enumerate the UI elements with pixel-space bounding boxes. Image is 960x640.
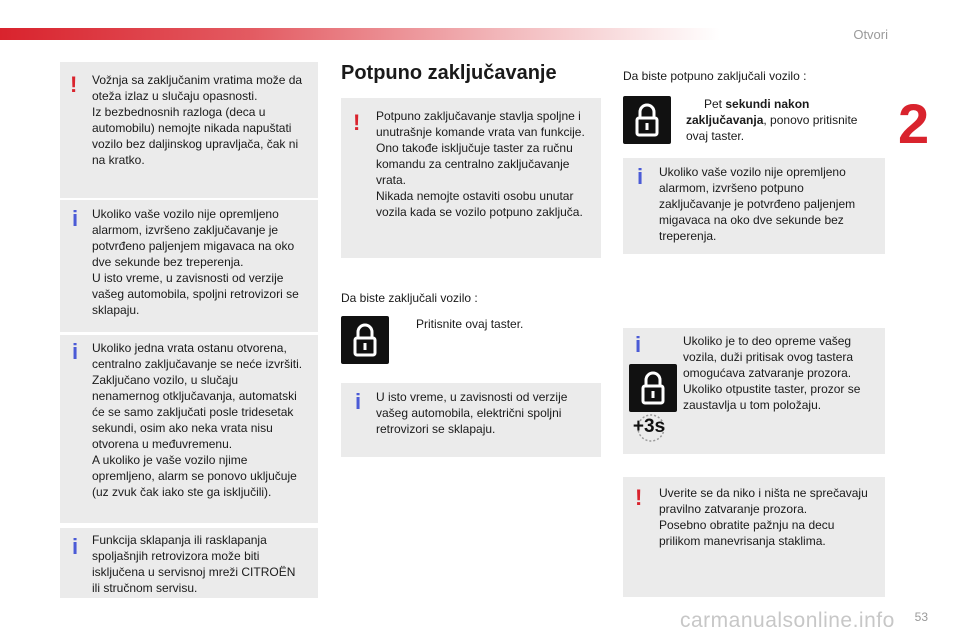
timer-badge (627, 412, 671, 444)
lock-button-tile (341, 316, 389, 364)
section-title: Otvori (853, 27, 888, 42)
warning-text: Potpuno zaključavanje stavlja spoljne i unutrašnje komande vrata van funkcije. Ono takođe isključuje taster za ručnu komandu za centralno zaključavanje vrata. Nikada nemojte ostaviti osobu unutar vozila kada se vozilo potpuno zaključa. (376, 109, 585, 219)
info-box-door-open (60, 335, 318, 523)
info-box-electric-mirrors (341, 383, 601, 457)
warning-text: Uverite se da niko i ništa ne sprečavaju pravilno zatvaranje prozora. Posebno obratite pažnju na decu prilikom manevrisanja staklima. (659, 486, 868, 548)
info-box-mirrors (60, 528, 318, 598)
warning-text: Vožnja sa zaključanim vratima može da otežа izlaz u slučaju opasnosti. Iz bezbednosnih razloga (deca u automobilu) nemojte nikada napuštati vozilo bez daljinskog upravljača, čak ni na kratko. (92, 73, 303, 167)
info-icon: i (72, 206, 79, 231)
info-box-alarm (60, 200, 318, 332)
info-icon: i (637, 164, 644, 189)
info-text: Ukoliko je to deo opreme vašeg vozila, duži pritisak ovog tastera omogućava zatvaranje prozora. Ukoliko otpustite taster, prozor se zaustavlja u tom položaju. (683, 334, 861, 412)
lock-step-text: Pritisnite ovaj taster. (416, 317, 524, 331)
hold-duration-label: +3s (632, 416, 666, 437)
info-icon: i (72, 339, 79, 364)
deadlock-button-tile (623, 96, 671, 144)
page-number: 53 (914, 610, 928, 624)
padlock-icon (623, 96, 671, 144)
info-text: Funkcija sklapanja ili rasklapanja spoljašnjih retrovizora može biti isključena u servisnoj mreži CITROËN ili stručnom servisu. (92, 533, 296, 595)
info-text: U isto vreme, u zavisnosti od verzije vašeg automobila, električni spoljni retrovizori se sklapaju. (376, 390, 568, 436)
header-accent-bar (0, 28, 720, 40)
deadlock-intro: Da biste potpuno zaključali vozilo : (623, 69, 807, 83)
warning-icon: ! (70, 72, 78, 97)
warning-box-exit (60, 62, 318, 198)
page-title: Potpuno zaključavanje (341, 62, 557, 84)
lock-step (398, 316, 523, 332)
lock-intro: Da biste zaključali vozilo : (341, 291, 478, 305)
info-text: Ukoliko jedna vrata ostanu otvorena, centralno zaključavanje se neće izvršiti. Zaključano vozilo, u slučaju nenamernog otključavanja, automatski će se samo zaključati posle tridesetak sekundi, osim ako neka vrata nisu otvorena u međuvremenu. A ukoliko je vaše vozilo njime opremljeno, alarm se ponovo uključuje (uz zvuk čak iako ste ga isključili). (92, 341, 303, 499)
chapter-number: 2 (898, 92, 930, 155)
info-box-deadlock-alarm (623, 158, 885, 254)
info-icon: i (635, 332, 642, 357)
window-button-tile (629, 364, 677, 412)
warning-box-windows (623, 477, 885, 597)
info-icon: i (72, 534, 79, 559)
info-text: Ukoliko vaše vozilo nije opremljeno alarmom, izvršeno potpuno zaključavanje je potvrđeno paljenjem migavaca na oko dve sekunde bez treperenja. (659, 165, 856, 243)
padlock-icon (341, 316, 389, 364)
warning-box-deadlock (341, 98, 601, 258)
info-text: Ukoliko vaše vozilo nije opremljeno alarmom, izvršeno zaključavanje je potvrđeno paljenjem migavaca na oko dve sekunde bez treperenja. U isto vreme, u zavisnosti od verzije vašeg automobila, spoljni retrovizori se sklapaju. (92, 207, 299, 317)
warning-icon: ! (353, 110, 361, 135)
padlock-icon (629, 364, 677, 412)
deadlock-step: Pet sekundi nakon zaključavanja, ponovo pritisnite ovaj taster. (686, 97, 858, 143)
warning-icon: ! (635, 485, 643, 510)
info-icon: i (355, 389, 362, 414)
watermark: carmanualsonline.info (680, 609, 895, 632)
info-box-windows (623, 328, 885, 454)
